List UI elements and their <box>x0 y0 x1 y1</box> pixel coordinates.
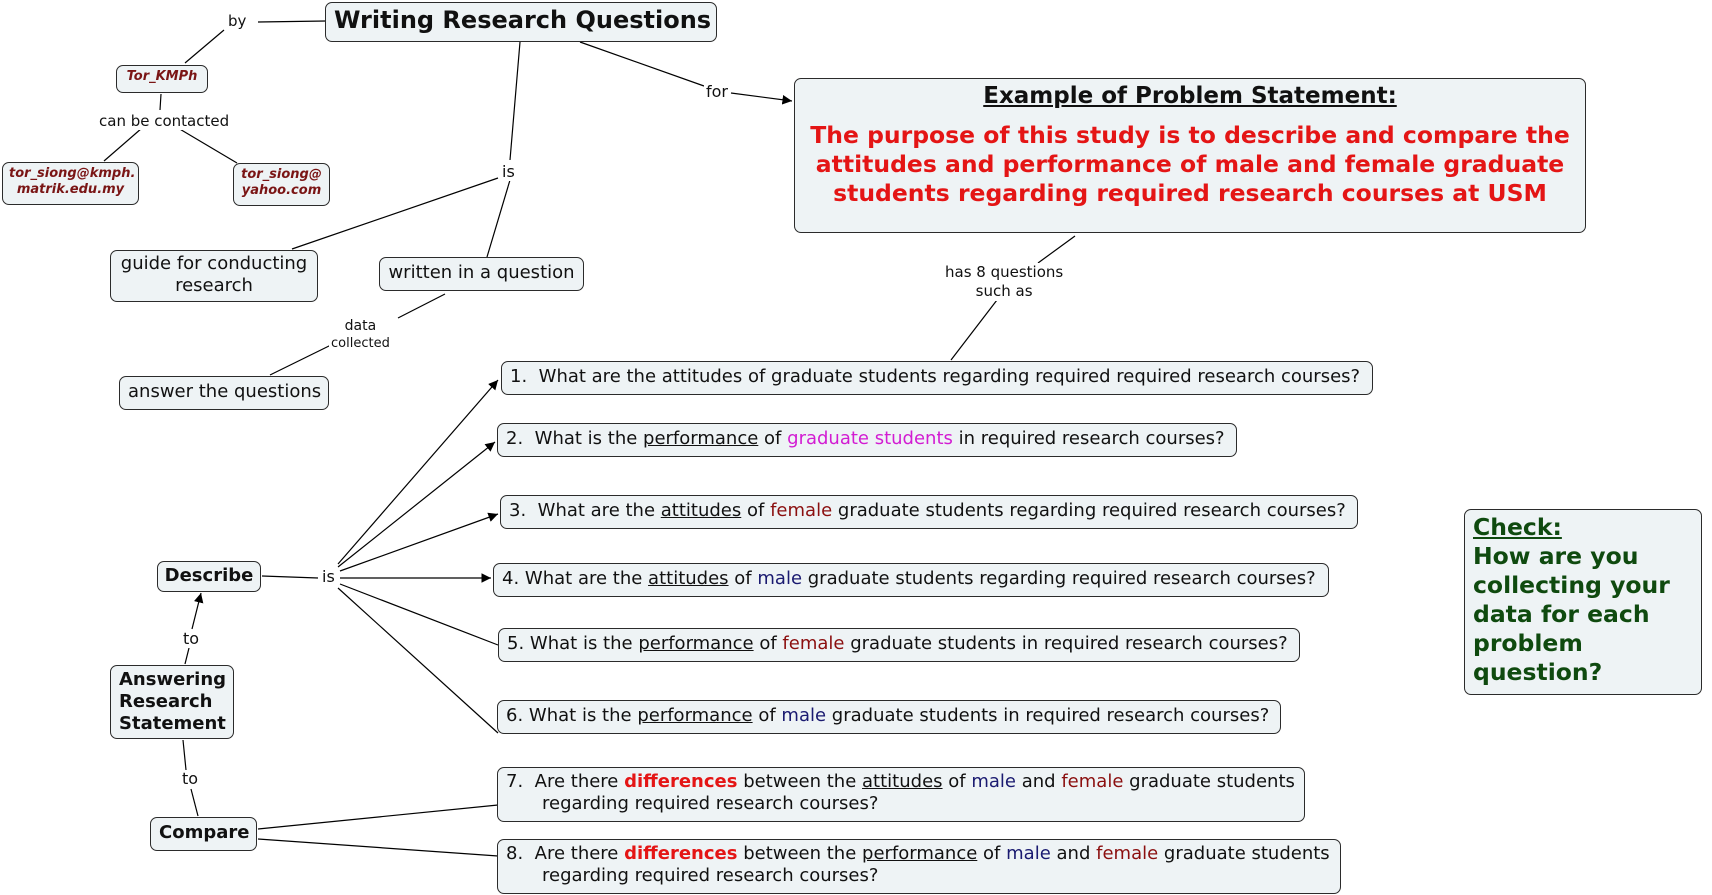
keyword-female: female <box>1061 771 1124 792</box>
email-kmph-node[interactable]: tor_siong@kmph. matrik.edu.my <box>2 162 139 205</box>
question-6-node[interactable] <box>497 700 1281 734</box>
question-text: and <box>1021 771 1056 792</box>
question-3-node[interactable] <box>500 495 1358 529</box>
keyword-performance: performance <box>862 843 978 864</box>
question-text: between the <box>743 771 857 792</box>
question-number: 5. <box>507 633 525 654</box>
question-text: in required research courses? <box>958 428 1225 449</box>
question-text: graduate students <box>1163 843 1330 864</box>
question-number: 8. <box>506 843 524 864</box>
link-label-to-describe: to <box>183 629 200 648</box>
keyword-male: male <box>971 771 1016 792</box>
problem-statement-text: The purpose of this study is to describe and compare the attitudes and performance of male and female graduate students regarding required research courses at USM <box>810 121 1570 207</box>
question-text: of <box>758 705 776 726</box>
question-text: of <box>764 428 782 449</box>
question-number: 7. <box>506 771 524 792</box>
keyword-male: male <box>781 705 827 726</box>
describe-node[interactable]: Describe <box>157 561 261 592</box>
problem-statement-heading: Example of Problem Statement: <box>983 83 1397 109</box>
question-text: Are there <box>534 843 619 864</box>
keyword-graduate-students: graduate students <box>787 428 953 449</box>
question-8-node[interactable] <box>497 839 1341 894</box>
keyword-attitudes: attitudes <box>862 771 943 792</box>
check-heading: Check: <box>1473 513 1562 541</box>
guide-node[interactable]: guide for conducting research <box>110 250 318 302</box>
link-label-has: has 8 questions <box>945 263 1064 281</box>
check-node[interactable] <box>1464 509 1702 695</box>
question-text: What are the attitudes of graduate students regarding required required research courses? <box>538 366 1361 387</box>
answer-questions-node[interactable]: answer the questions <box>119 376 329 410</box>
question-4-node[interactable] <box>493 563 1329 597</box>
keyword-performance: performance <box>637 705 753 726</box>
question-text: of <box>983 843 1001 864</box>
keyword-female: female <box>1096 843 1159 864</box>
question-7-node[interactable] <box>497 767 1305 822</box>
question-5-node[interactable] <box>498 628 1300 662</box>
question-text: of <box>948 771 966 792</box>
link-label-is: is <box>502 162 515 181</box>
question-text: graduate students in required research courses? <box>850 633 1288 654</box>
problem-statement-node[interactable] <box>794 78 1586 233</box>
question-text: of <box>734 568 752 589</box>
keyword-male: male <box>757 568 803 589</box>
link-label-is-describe: is <box>322 567 335 586</box>
keyword-performance: performance <box>643 428 759 449</box>
keyword-differences: differences <box>624 843 738 864</box>
question-text: regarding required research courses? <box>542 865 879 886</box>
question-2-node[interactable] <box>497 423 1237 457</box>
keyword-male: male <box>1006 843 1051 864</box>
question-text: What are the <box>537 500 656 521</box>
link-label-data-collected <box>329 317 392 353</box>
keyword-attitudes: attitudes <box>660 500 742 521</box>
question-text: and <box>1056 843 1091 864</box>
link-label-has-8-questions <box>943 263 1065 301</box>
compare-node[interactable]: Compare <box>150 817 257 851</box>
keyword-performance: performance <box>638 633 754 654</box>
written-question-node[interactable]: written in a question <box>379 257 584 291</box>
link-label-data: data <box>344 318 377 334</box>
question-1-node[interactable] <box>501 361 1373 395</box>
link-label-collected: collected <box>331 336 390 351</box>
link-label-for: for <box>706 82 728 101</box>
question-text: What are the <box>524 568 643 589</box>
check-text: How are you collecting your data for each problem question? <box>1473 542 1670 686</box>
question-text: What is the <box>528 705 632 726</box>
question-text: Are there <box>534 771 619 792</box>
question-text: graduate students in required research courses? <box>831 705 1270 726</box>
link-label-to-compare: to <box>182 769 199 788</box>
author-node[interactable]: Tor_KMPh <box>116 65 208 93</box>
title-node[interactable]: Writing Research Questions <box>325 2 717 42</box>
link-label-can-be-contacted: can be contacted <box>99 112 230 130</box>
question-text: of <box>747 500 765 521</box>
email-yahoo-node[interactable]: tor_siong@ yahoo.com <box>233 163 330 206</box>
link-label-by: by <box>228 12 247 30</box>
link-label-such-as: such as <box>975 282 1033 300</box>
question-number: 2. <box>506 428 524 449</box>
answering-research-statement-node[interactable]: Answering Research Statement <box>110 665 234 739</box>
keyword-female: female <box>782 633 845 654</box>
keyword-attitudes: attitudes <box>648 568 729 589</box>
keyword-differences: differences <box>624 771 738 792</box>
question-text: graduate students regarding required research courses? <box>837 500 1346 521</box>
keyword-female: female <box>770 500 833 521</box>
question-text: graduate students <box>1129 771 1295 792</box>
question-text: between the <box>743 843 857 864</box>
question-number: 4. <box>502 568 520 589</box>
question-text: regarding required research courses? <box>542 793 879 814</box>
question-text: graduate students regarding required research courses? <box>807 568 1316 589</box>
question-number: 6. <box>506 705 524 726</box>
question-text: of <box>759 633 777 654</box>
question-number: 3. <box>509 500 527 521</box>
question-text: What is the <box>534 428 638 449</box>
question-text: What is the <box>529 633 633 654</box>
question-number: 1. <box>510 366 528 387</box>
